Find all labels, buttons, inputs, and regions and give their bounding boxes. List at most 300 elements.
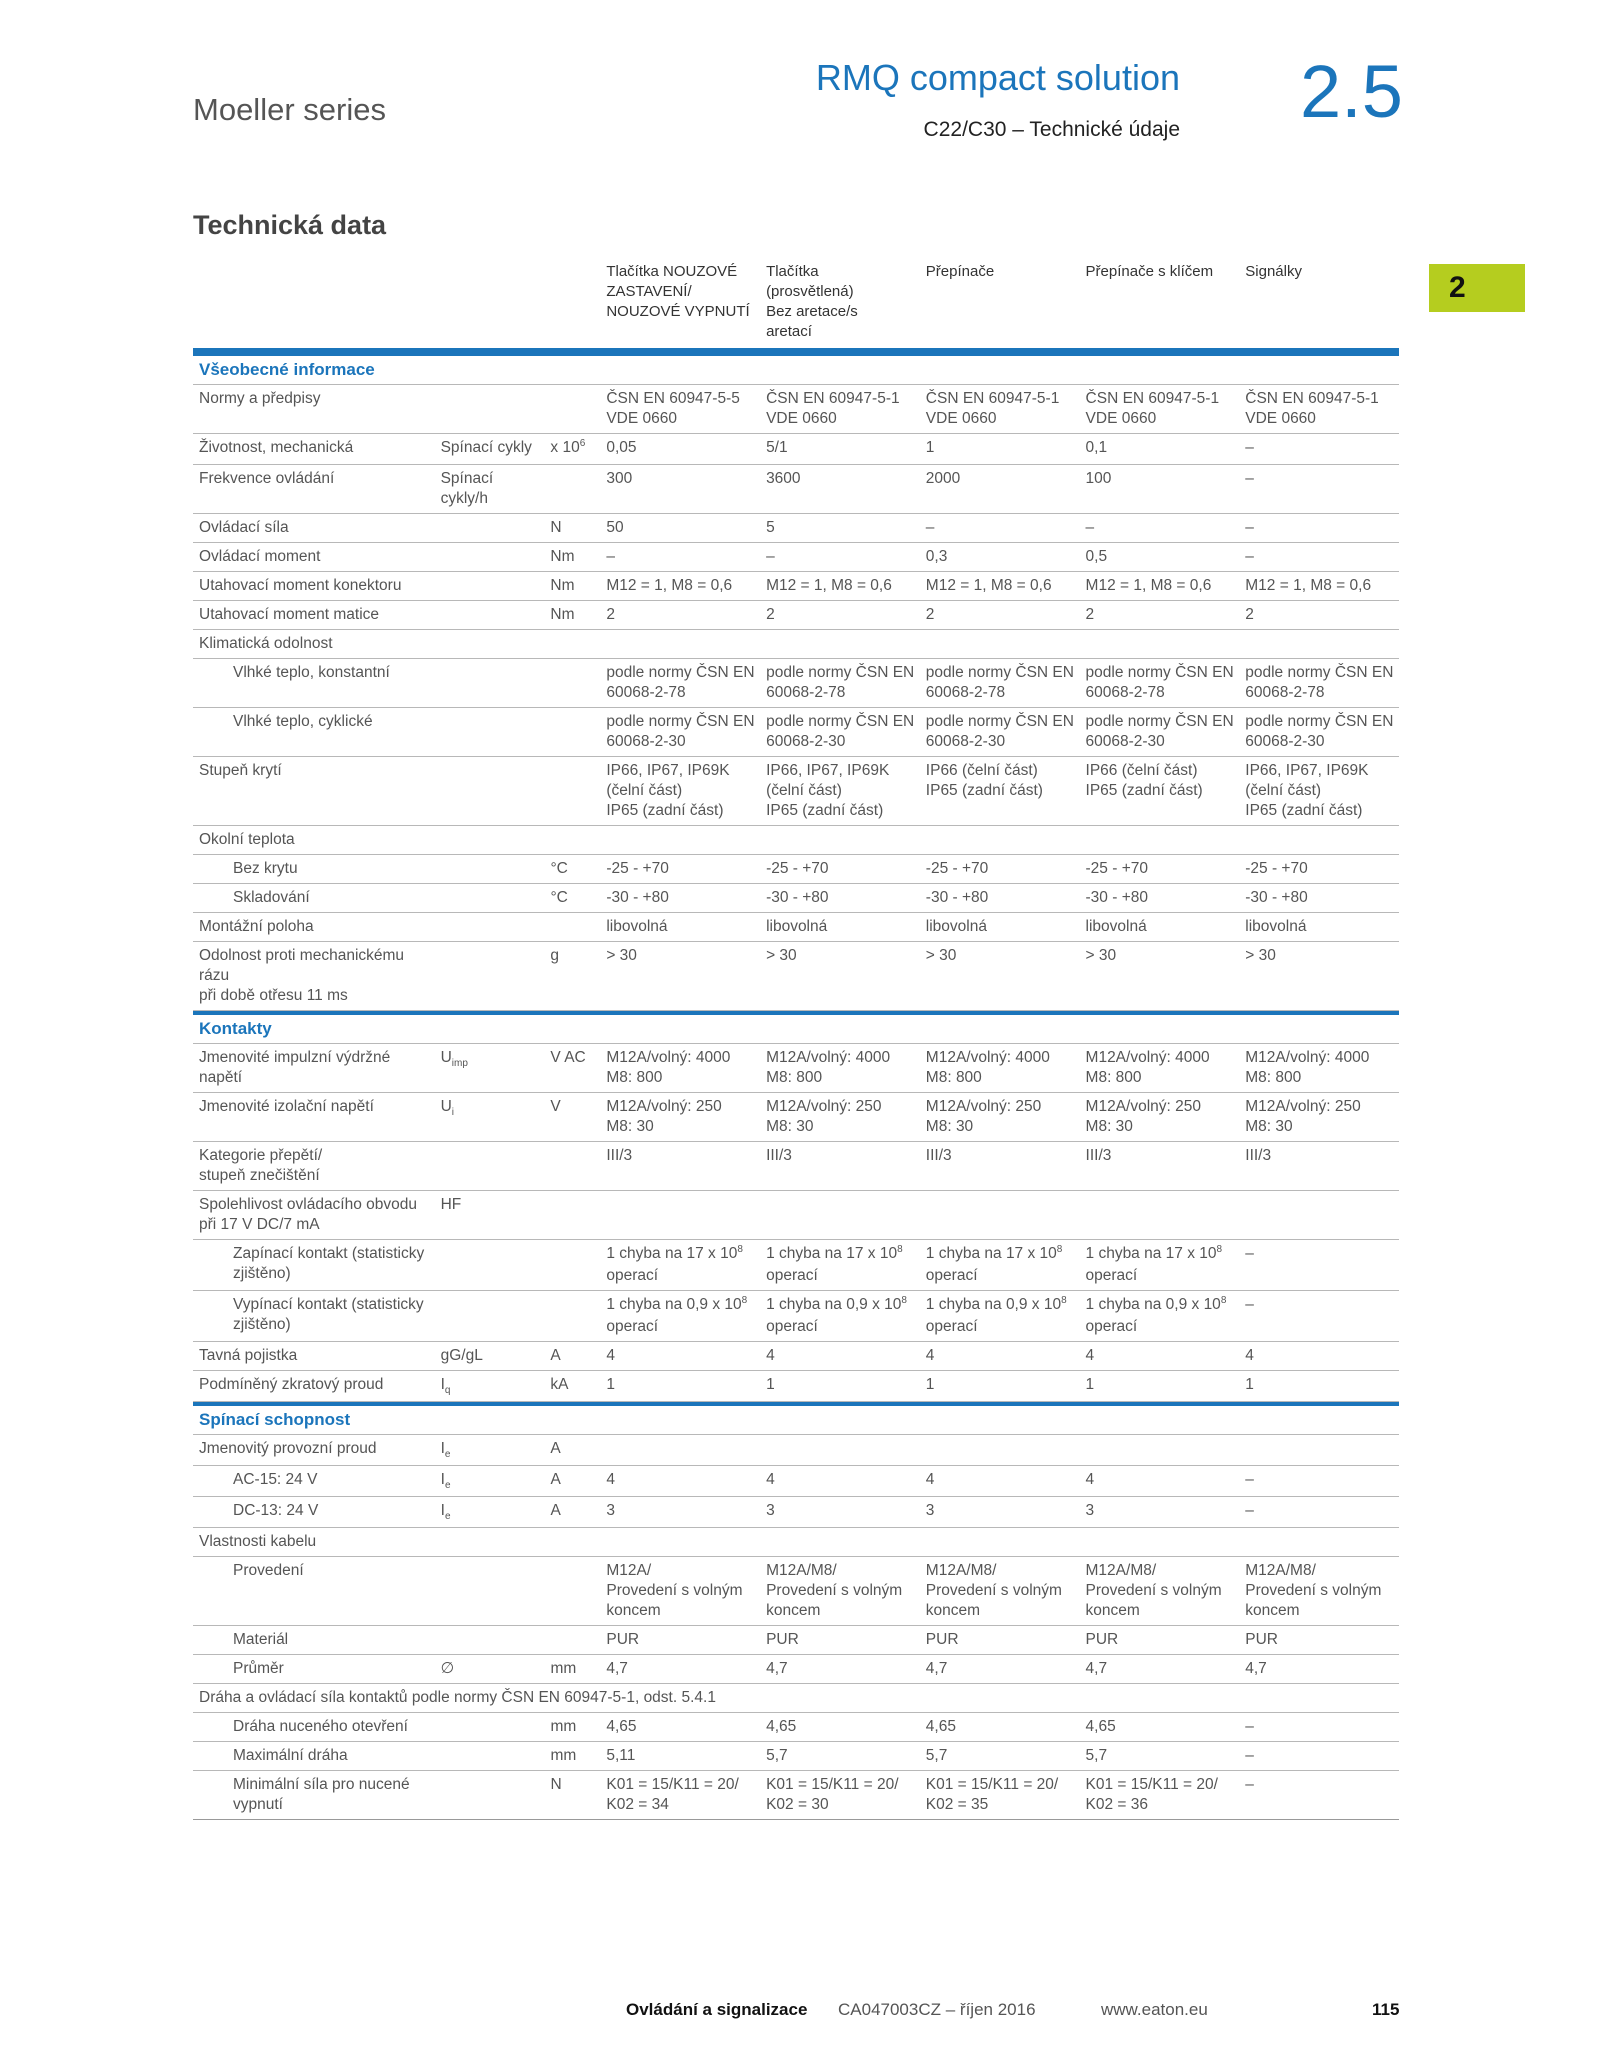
table-row (193, 1240, 1399, 1291)
table-row (193, 708, 1399, 757)
row-value: – (1245, 1471, 1254, 1488)
row-value: 1 chyba na 17 x $10^8$ operací (1085, 1244, 1223, 1284)
table-row (193, 855, 1399, 884)
row-value: 2 (606, 606, 615, 623)
row-value (600, 634, 760, 654)
row-value: 3 (925, 1502, 935, 1519)
row-symbol: $I_e$ (440, 1440, 451, 1460)
row-symbol (435, 1146, 545, 1186)
row-value: – (1245, 1502, 1254, 1519)
row-unit: x $10^6$ (550, 438, 586, 456)
row-value: M12A/volný: 4000 M8: 800 (766, 1049, 891, 1086)
table-section-heading: Všeobecné informace (193, 352, 1399, 385)
table-row (193, 1655, 1399, 1684)
row-symbol (435, 663, 545, 703)
table-row (193, 543, 1399, 572)
row-symbol: HF (440, 1196, 462, 1213)
row-value: ČSN EN 60947-5-1 VDE 0660 (766, 390, 900, 427)
table-row (193, 1684, 1399, 1713)
row-unit: mm (550, 1718, 577, 1735)
row-label: Montážní poloha (199, 918, 314, 935)
row-symbol: $U_i$ (440, 1098, 455, 1118)
row-label: Jmenovité izolační napětí (199, 1098, 374, 1115)
row-value: 4 (1085, 1347, 1095, 1364)
row-value (1239, 634, 1399, 654)
row-value: libovolná (606, 918, 668, 935)
row-value: K01 = 15/K11 = 20/ K02 = 34 (606, 1776, 739, 1813)
row-label: Utahovací moment matice (199, 606, 380, 623)
row-value: IP66, IP67, IP69K (čelní část) IP65 (zadní část) (1245, 762, 1369, 819)
row-value: 4 (606, 1347, 615, 1364)
row-value: K01 = 15/K11 = 20/ K02 = 36 (1085, 1776, 1218, 1813)
row-value: 1 chyba na 0,9 x $10^8$ operací (925, 1295, 1067, 1335)
row-label: AC-15: 24 V (233, 1471, 318, 1488)
row-value: -30 - +80 (1085, 889, 1148, 906)
column-header: Tlačítka NOUZOVÉ ZASTAVENÍ/ NOUZOVÉ VYPNUTÍ (606, 263, 750, 320)
row-unit: kA (550, 1376, 569, 1393)
row-value: podle normy ČSN EN 60068-2-30 (1245, 713, 1394, 750)
table-row (193, 1497, 1399, 1528)
row-value: libovolná (925, 918, 987, 935)
row-label: Utahovací moment konektoru (199, 577, 402, 594)
row-value: ČSN EN 60947-5-1 VDE 0660 (1245, 390, 1379, 427)
row-label: Stupeň krytí (199, 762, 282, 779)
row-value (1239, 830, 1399, 850)
row-value: – (1245, 1245, 1254, 1262)
row-value: 100 (1085, 470, 1112, 487)
row-value: 2 (1245, 606, 1254, 623)
row-value: M12A/volný: 4000 M8: 800 (925, 1049, 1050, 1086)
row-label: Frekvence ovládání (199, 470, 335, 487)
row-unit (544, 663, 600, 703)
row-symbol (435, 1717, 545, 1737)
row-label: Ovládací moment (199, 548, 321, 565)
row-value: -30 - +80 (925, 889, 989, 906)
row-label: Normy a předpisy (199, 390, 321, 407)
row-value: 3 (766, 1502, 775, 1519)
row-value: > 30 (1245, 947, 1276, 964)
row-label: Ovládací síla (199, 519, 289, 536)
row-symbol (435, 917, 545, 937)
row-value: M12 = 1, M8 = 0,6 (925, 577, 1052, 594)
row-value: 1 chyba na 17 x $10^8$ operací (925, 1244, 1063, 1284)
row-label: Dráha nuceného otevření (233, 1718, 408, 1735)
row-value: 2 (766, 606, 775, 623)
table-row (193, 1291, 1399, 1342)
row-value: libovolná (766, 918, 828, 935)
row-label: DC-13: 24 V (233, 1502, 319, 1519)
table-row (193, 572, 1399, 601)
row-label: Odolnost proti mechanickému rázu při době otřesu 11 ms (199, 947, 405, 1004)
row-value: 1 (925, 439, 935, 456)
row-value (760, 1195, 920, 1235)
row-value (760, 1439, 920, 1461)
row-value: M12 = 1, M8 = 0,6 (766, 577, 892, 594)
row-symbol (435, 761, 545, 821)
row-value: K01 = 15/K11 = 20/ K02 = 30 (766, 1776, 899, 1813)
row-value: 4 (925, 1471, 935, 1488)
row-value: -25 - +70 (1085, 860, 1148, 877)
row-symbol: ∅ (440, 1660, 455, 1677)
row-value: – (1245, 1747, 1254, 1764)
table-row (193, 1371, 1399, 1402)
row-value: podle normy ČSN EN 60068-2-30 (925, 713, 1074, 750)
row-value: 5 (766, 519, 775, 536)
row-unit: V (550, 1098, 561, 1115)
row-symbol (435, 605, 545, 625)
row-symbol: $I_q$ (440, 1376, 451, 1396)
row-label: Maximální dráha (233, 1747, 348, 1764)
row-value: III/3 (1085, 1147, 1112, 1164)
row-value (920, 1439, 1080, 1461)
row-unit: A (550, 1502, 561, 1519)
table-row (193, 1466, 1399, 1497)
row-unit (544, 1561, 600, 1621)
row-value: IP66 (čelní část) IP65 (zadní část) (1085, 762, 1203, 799)
row-value: 1 chyba na 17 x $10^8$ operací (606, 1244, 743, 1284)
row-value: 1 (1245, 1376, 1254, 1393)
row-value: > 30 (925, 947, 957, 964)
row-label: Vlhké teplo, cyklické (233, 713, 373, 730)
row-value (600, 1195, 760, 1235)
row-value: 3 (606, 1502, 615, 1519)
row-value: 4,7 (606, 1660, 628, 1677)
row-value (1080, 830, 1240, 850)
row-value (1080, 1195, 1240, 1235)
row-unit: A (550, 1347, 561, 1364)
row-value: -25 - +70 (606, 860, 669, 877)
row-unit (544, 634, 600, 654)
table-row (193, 757, 1399, 826)
table-row (193, 1742, 1399, 1771)
table-row (193, 385, 1399, 434)
row-value: 4 (766, 1347, 775, 1364)
row-value: K01 = 15/K11 = 20/ K02 = 35 (925, 1776, 1059, 1813)
column-header: Přepínače (925, 263, 995, 280)
row-value: 1 (606, 1376, 615, 1393)
page-number: 115 (1372, 2000, 1400, 2019)
row-value (600, 830, 760, 850)
row-label: Spolehlivost ovládacího obvodu při 17 V DC/7 mA (199, 1196, 418, 1233)
row-value: M12 = 1, M8 = 0,6 (606, 577, 733, 594)
row-value: podle normy ČSN EN 60068-2-78 (766, 664, 915, 701)
row-value: 1 chyba na 0,9 x $10^8$ operací (1085, 1295, 1227, 1335)
column-header: Přepínače s klíčem (1085, 263, 1214, 280)
table-row (193, 465, 1399, 514)
row-symbol (435, 634, 545, 654)
row-unit (544, 469, 600, 509)
row-unit (544, 1146, 600, 1186)
table-row (193, 826, 1399, 855)
row-symbol: gG/gL (440, 1347, 483, 1364)
row-value: 5,7 (925, 1747, 948, 1764)
table-row (193, 1093, 1399, 1142)
row-symbol (435, 547, 545, 567)
footer-category: Ovládání a signalizace (626, 2000, 808, 2019)
column-header: Tlačítka (prosvětlená) Bez aretace/s aretací (766, 263, 858, 340)
row-value: M12A/ Provedení s volným koncem (606, 1562, 743, 1619)
row-value: ČSN EN 60947-5-1 VDE 0660 (925, 390, 1060, 427)
row-value: -30 - +80 (1245, 889, 1308, 906)
row-value: – (766, 548, 775, 565)
doc-title: RMQ compact solution (815, 57, 1180, 98)
row-value: libovolná (1085, 918, 1147, 935)
row-value: 4 (606, 1471, 615, 1488)
row-value: M12A/volný: 4000 M8: 800 (606, 1049, 731, 1086)
technical-data-table (193, 262, 1399, 1820)
row-value: 4,7 (925, 1660, 948, 1677)
row-value (1239, 1532, 1399, 1552)
row-value (1080, 1532, 1240, 1552)
row-symbol (435, 859, 545, 879)
row-symbol: $I_e$ (440, 1502, 451, 1522)
row-value: – (606, 548, 615, 565)
row-value: III/3 (1245, 1147, 1272, 1164)
column-header: Signálky (1245, 263, 1302, 280)
row-value: – (1245, 470, 1254, 487)
row-unit (544, 712, 600, 752)
chapter-tab[interactable]: 2 (1429, 264, 1525, 312)
row-label: Podmíněný zkratový proud (199, 1376, 384, 1393)
row-value (1080, 634, 1240, 654)
row-value: podle normy ČSN EN 60068-2-30 (606, 713, 755, 750)
row-label: Skladování (233, 889, 310, 906)
doc-subtitle: C22/C30 – Technické údaje (923, 118, 1180, 141)
row-value: M12A/M8/ Provedení s volným koncem (1245, 1562, 1382, 1619)
table-section-heading: Spínací schopnost (193, 1402, 1399, 1435)
row-value (600, 1532, 760, 1552)
table-row (193, 884, 1399, 913)
row-symbol (435, 389, 545, 429)
row-value: 1 chyba na 0,9 x $10^8$ operací (766, 1295, 907, 1335)
row-value: podle normy ČSN EN 60068-2-78 (925, 664, 1074, 701)
row-value: PUR (766, 1631, 799, 1648)
row-value: -25 - +70 (1245, 860, 1308, 877)
row-value: M12 = 1, M8 = 0,6 (1245, 577, 1372, 594)
row-value: > 30 (606, 947, 637, 964)
row-symbol (435, 1746, 545, 1766)
row-symbol (435, 1295, 545, 1337)
row-unit: N (550, 1776, 562, 1793)
row-value: 5/1 (766, 439, 788, 456)
row-unit: °C (550, 860, 568, 877)
row-value: M12A/volný: 250 M8: 30 (1245, 1098, 1361, 1135)
table-row (193, 659, 1399, 708)
row-value: libovolná (1245, 918, 1307, 935)
row-value: 1 chyba na 17 x $10^8$ operací (766, 1244, 903, 1284)
row-value: -30 - +80 (766, 889, 829, 906)
table-row (193, 1044, 1399, 1093)
row-value (760, 634, 920, 654)
row-value: -25 - +70 (766, 860, 829, 877)
row-value: 1 (1085, 1376, 1095, 1393)
row-value: 2000 (925, 470, 961, 487)
row-value: > 30 (766, 947, 797, 964)
table-header (193, 262, 1399, 352)
row-value: podle normy ČSN EN 60068-2-78 (1245, 664, 1394, 701)
row-symbol (435, 1244, 545, 1286)
row-value: 50 (606, 519, 624, 536)
row-value: M12 = 1, M8 = 0,6 (1085, 577, 1212, 594)
row-label: Bez krytu (233, 860, 298, 877)
row-unit (544, 917, 600, 937)
chapter-number: 2.5 (1300, 50, 1403, 133)
row-unit: A (550, 1440, 561, 1457)
row-symbol (435, 1775, 545, 1815)
row-value: PUR (606, 1631, 640, 1648)
row-value: 4 (925, 1347, 935, 1364)
row-label: Jmenovité impulzní výdržné napětí (199, 1049, 391, 1086)
row-value: 0,3 (925, 548, 948, 565)
row-value: 1 (925, 1376, 935, 1393)
row-unit (544, 1532, 600, 1552)
row-unit (544, 1630, 600, 1650)
row-label: Dráha a ovládací síla kontaktů podle normy ČSN EN 60947-5-1, odst. 5.4.1 (199, 1689, 716, 1706)
row-value: podle normy ČSN EN 60068-2-30 (1085, 713, 1234, 750)
row-symbol: $U_{imp}$ (440, 1049, 468, 1069)
row-value: 4,7 (1085, 1660, 1108, 1677)
row-value: podle normy ČSN EN 60068-2-78 (1085, 664, 1234, 701)
row-value: 4 (1085, 1471, 1095, 1488)
row-label: Vlastnosti kabelu (199, 1533, 317, 1550)
row-symbol (435, 1630, 545, 1650)
row-value: > 30 (1085, 947, 1117, 964)
row-symbol: Spínací cykly/h (440, 470, 494, 507)
row-symbol (435, 712, 545, 752)
row-symbol (435, 576, 545, 596)
row-symbol (435, 946, 545, 1006)
row-value: – (1085, 519, 1095, 536)
table-row (193, 630, 1399, 659)
row-label: Vypínací kontakt (statisticky zjištěno) (233, 1296, 424, 1333)
row-value: 5,7 (766, 1747, 788, 1764)
table-row (193, 942, 1399, 1011)
row-value: – (1245, 1776, 1254, 1793)
table-row (193, 1528, 1399, 1557)
row-unit: Nm (550, 548, 575, 565)
row-value (1239, 1439, 1399, 1461)
row-value: 3600 (766, 470, 801, 487)
row-label: Minimální síla pro nucené vypnutí (233, 1776, 410, 1813)
row-value: podle normy ČSN EN 60068-2-78 (606, 664, 755, 701)
row-value: 1 chyba na 0,9 x $10^8$ operací (606, 1295, 748, 1335)
row-value: -30 - +80 (606, 889, 669, 906)
row-label: Okolní teplota (199, 831, 295, 848)
row-value: podle normy ČSN EN 60068-2-30 (766, 713, 915, 750)
footer-code: CA047003CZ – říjen 2016 (838, 2000, 1036, 2019)
row-unit (544, 830, 600, 850)
table-row (193, 514, 1399, 543)
row-value: M12A/M8/ Provedení s volným koncem (766, 1562, 903, 1619)
row-value: M12A/volný: 4000 M8: 800 (1245, 1049, 1370, 1086)
table-row (193, 1142, 1399, 1191)
row-label: Kategorie přepětí/ stupeň znečištění (199, 1147, 323, 1184)
row-value: III/3 (766, 1147, 792, 1164)
row-label: Vlhké teplo, konstantní (233, 664, 390, 681)
row-unit: mm (550, 1747, 577, 1764)
row-symbol (435, 830, 545, 850)
table-row (193, 1435, 1399, 1466)
row-label: Tavná pojistka (199, 1347, 298, 1364)
row-value: – (925, 519, 935, 536)
row-value: M12A/volný: 250 M8: 30 (925, 1098, 1042, 1135)
row-value: 0,05 (606, 439, 637, 456)
row-unit (544, 1195, 600, 1235)
row-value: – (1245, 439, 1254, 456)
row-unit: g (550, 947, 560, 964)
row-symbol (435, 1532, 545, 1552)
footer-website[interactable]: www.eaton.eu (1101, 2000, 1208, 2019)
table-row (193, 1713, 1399, 1742)
row-unit: Nm (550, 606, 575, 623)
row-value: M12A/volný: 250 M8: 30 (606, 1098, 722, 1135)
row-unit: A (550, 1471, 561, 1488)
table-row (193, 913, 1399, 942)
row-value: 4,65 (1085, 1718, 1116, 1735)
row-value: 4,65 (606, 1718, 637, 1735)
table-section-heading: Kontakty (193, 1011, 1399, 1044)
row-value: PUR (925, 1631, 959, 1648)
table-row (193, 1342, 1399, 1371)
table-body (193, 352, 1399, 1820)
row-value: 0,5 (1085, 548, 1108, 565)
table-row (193, 1626, 1399, 1655)
row-value: 2 (1085, 606, 1095, 623)
row-value (920, 634, 1080, 654)
row-unit: V AC (550, 1049, 586, 1066)
row-value: PUR (1245, 1631, 1278, 1648)
row-value: IP66, IP67, IP69K (čelní část) IP65 (zadní část) (766, 762, 890, 819)
row-value: 4,7 (766, 1660, 788, 1677)
row-value: III/3 (606, 1147, 633, 1164)
row-unit: N (550, 519, 562, 536)
row-value: – (1245, 519, 1254, 536)
row-unit (544, 1295, 600, 1337)
row-value: 4 (1245, 1347, 1254, 1364)
row-value: 3 (1085, 1502, 1095, 1519)
row-unit: mm (550, 1660, 577, 1677)
row-value: IP66 (čelní část) IP65 (zadní část) (925, 762, 1043, 799)
row-label: Materiál (233, 1631, 289, 1648)
row-label: Průměr (233, 1660, 284, 1677)
row-value: – (1245, 1718, 1254, 1735)
row-value: M12A/M8/ Provedení s volným koncem (1085, 1562, 1222, 1619)
row-value: 2 (925, 606, 935, 623)
row-label: Klimatická odolnost (199, 635, 333, 652)
row-value: 300 (606, 470, 633, 487)
row-value: -25 - +70 (925, 860, 989, 877)
row-value: M12A/volný: 4000 M8: 800 (1085, 1049, 1210, 1086)
row-value: 5,7 (1085, 1747, 1108, 1764)
row-value (920, 1195, 1080, 1235)
table-row (193, 1557, 1399, 1626)
row-value (1239, 1195, 1399, 1235)
table-row (193, 1191, 1399, 1240)
row-value: M12A/M8/ Provedení s volným koncem (925, 1562, 1062, 1619)
row-label: Provedení (233, 1562, 304, 1579)
row-value (920, 1532, 1080, 1552)
row-symbol (435, 888, 545, 908)
row-value (600, 1439, 760, 1461)
row-value: – (1245, 1296, 1254, 1313)
row-value: M12A/volný: 250 M8: 30 (1085, 1098, 1201, 1135)
row-label: Životnost, mechanická (199, 439, 354, 456)
row-value: 4,7 (1245, 1660, 1267, 1677)
row-value (760, 1532, 920, 1552)
row-value: ČSN EN 60947-5-1 VDE 0660 (1085, 390, 1220, 427)
row-value: IP66, IP67, IP69K (čelní část) IP65 (zadní část) (606, 762, 730, 819)
row-value: M12A/volný: 250 M8: 30 (766, 1098, 882, 1135)
